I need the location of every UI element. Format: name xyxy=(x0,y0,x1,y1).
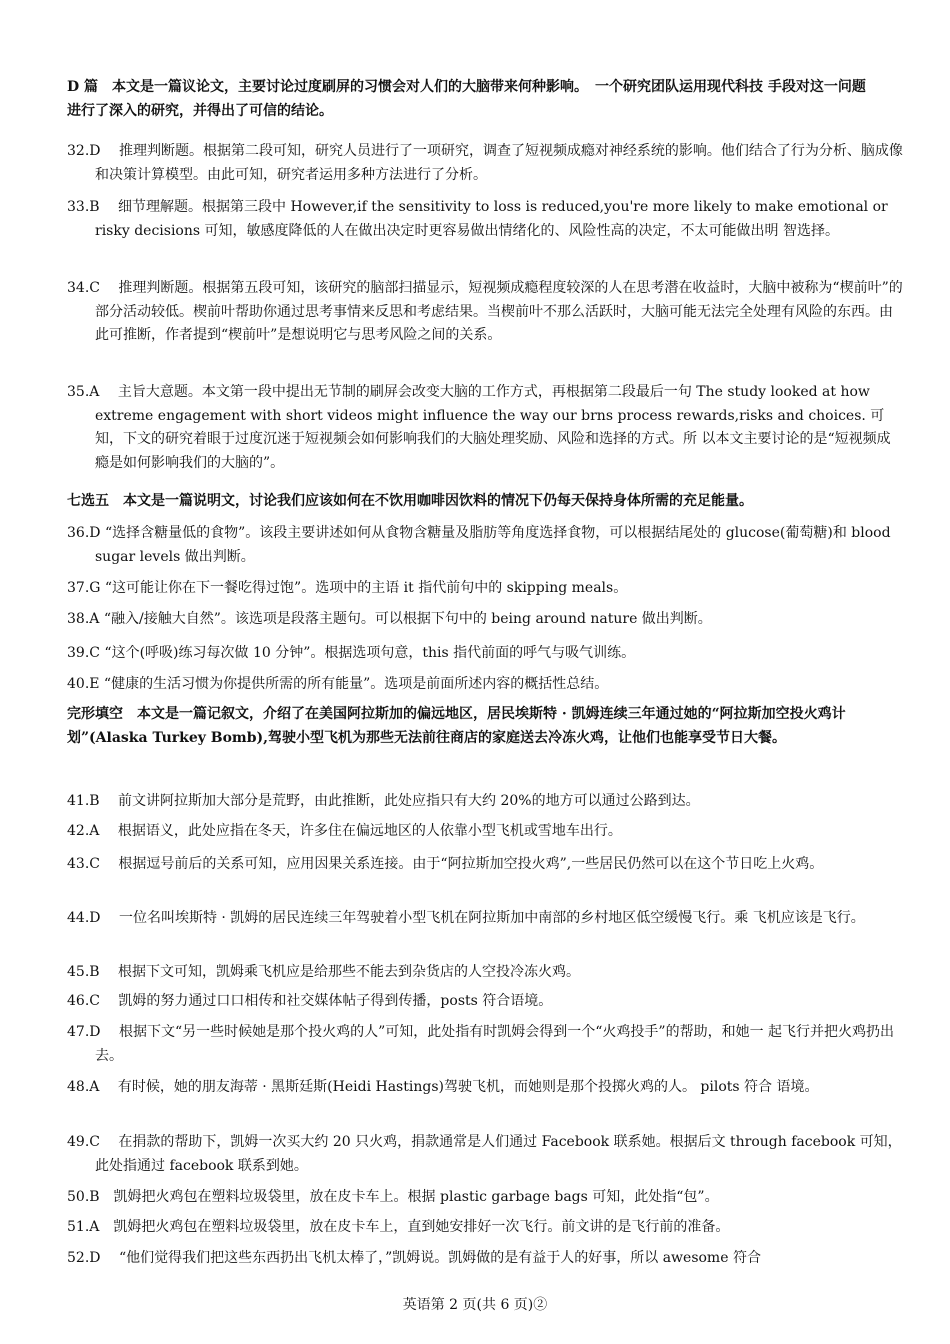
answer-43: 43.C 根据逗号前后的关系可知，应用因果关系连接。由于“阿拉斯加空投火鸡”,一些居民仍然可以在这个节日吃上火鸡。 xyxy=(67,856,824,872)
answer-51: 51.A 凯姆把火鸡包在塑料垃圾袋里，放在皮卡车上，直到她安排好一次飞行。前文讲的是飞行前的准备。 xyxy=(67,1219,730,1235)
answer-47: 47.D 根据下文“另一些时候她是那个投火鸡的人”可知，此处指有时凯姆会得到一个“火鸡投手”的帮助，和她一 起飞行并把火鸡扔出去。 xyxy=(67,1024,895,1064)
answer-39: 39.C “这个(呼吸)练习每次做 10 分钟”。根据选项句意，this 指代前面的呼气与吸气训练。 xyxy=(67,645,636,661)
answer-46: 46.C 凯姆的努力通过口口相传和社交媒体帖子得到传播，posts 符合语境。 xyxy=(67,993,553,1009)
cloze-intro: 完形填空 本文是一篇记叙文，介绍了在美国阿拉斯加的偏远地区，居民埃斯特 · 凯姆连续三年通过她的“阿拉斯加空投火鸡计划”(Alaska Turkey Bomb),驾驶小型飞机为那些无法前往商店的家庭送去冷冻火鸡，让他们也能享受节日大餐。 xyxy=(67,706,846,746)
passage-d-intro: D 篇 本文是一篇议论文，主要讨论过度刷屏的习惯会对人们的大脑带来何种影响。 一个研究团队运用现代科技 手段对这一问题进行了深入的研究，并得出了可信的结论。 xyxy=(67,79,866,119)
answer-35: 35.A 主旨大意题。本文第一段中提出无节制的刷屏会改变大脑的工作方式，再根据第二段最后一句 The study looked at how extreme engagement with short videos might influence the way our brns process rewards,risks and choices. 可知，下文的研究着眼于过度沉迷于短视频会如何影响我们的大脑处理奖励、风险和选择的方式。所 以本文主要讨论的是“短视频成瘾是如何影响我们的大脑的”。 xyxy=(67,384,891,471)
answer-36: 36.D “选择含糖量低的食物”。该段主要讲述如何从食物含糖量及脂肪等角度选择食物，可以根据结尾处的 glucose(葡萄糖)和 blood sugar levels 做出判断。 xyxy=(67,525,891,565)
answer-49: 49.C 在捐款的帮助下，凯姆一次买大约 20 只火鸡，捐款通常是人们通过 Facebook 联系她。根据后文 through facebook 可知，此处指通过 facebook 联系到她。 xyxy=(67,1134,902,1174)
answer-33: 33.B 细节理解题。根据第三段中 However,if the sensitivity to loss is reduced,you're more likely to make emotional or risky decisions 可知，敏感度降低的人在做出决定时更容易做出情绪化的、风险性高的决定，不太可能做出明 智选择。 xyxy=(67,199,888,239)
answer-34: 34.C 推理判断题。根据第五段可知，该研究的脑部扫描显示，短视频成瘾程度较深的人在思考潜在收益时，大脑中被称为“楔前叶”的部分活动较低。楔前叶帮助你通过思考事情来反思和考虑结果。当楔前叶不那么活跃时，大脑可能无法完全处理有风险的东西。由此可推断，作者提到“楔前叶”是想说明它与思考风险之间的关系。 xyxy=(67,280,903,343)
answer-32: 32.D 推理判断题。根据第二段可知，研究人员进行了一项研究，调查了短视频成瘾对神经系统的影响。他们结合了行为分析、脑成像和决策计算模型。由此可知，研究者运用多种方法进行了分析。 xyxy=(67,143,903,183)
answer-41: 41.B 前文讲阿拉斯加大部分是荒野，由此推断，此处应指只有大约 20%的地方可以通过公路到达。 xyxy=(67,793,700,809)
answer-40: 40.E “健康的生活习惯为你提供所需的所有能量”。选项是前面所述内容的概括性总结。 xyxy=(67,676,609,692)
answer-45: 45.B 根据下文可知，凯姆乘飞机应是给那些不能去到杂货店的人空投冷冻火鸡。 xyxy=(67,964,581,980)
page-footer: 英语第 2 页(共 6 页)② xyxy=(402,1297,548,1313)
answer-50: 50.B 凯姆把火鸡包在塑料垃圾袋里，放在皮卡车上。根据 plastic garbage bags 可知，此处指“包”。 xyxy=(67,1189,719,1205)
answer-42: 42.A 根据语义，此处应指在冬天，许多住在偏远地区的人依靠小型飞机或雪地车出行。 xyxy=(67,823,622,839)
answer-38: 38.A “融入/接触大自然”。该选项是段落主题句。可以根据下句中的 being around nature 做出判断。 xyxy=(67,611,712,627)
answer-44: 44.D 一位名叫埃斯特 · 凯姆的居民连续三年驾驶着小型飞机在阿拉斯加中南部的乡村地区低空缓慢飞行。乘 飞机应该是飞行。 xyxy=(67,910,865,926)
answer-52: 52.D “他们觉得我们把这些东西扔出飞机太棒了，”凯姆说。凯姆做的是有益于人的好事，所以 awesome 符合 xyxy=(67,1250,761,1266)
answer-48: 48.A 有时候，她的朋友海蒂 · 黑斯廷斯(Heidi Hastings)驾驶飞机，而她则是那个投掷火鸡的人。 pilots 符合 语境。 xyxy=(67,1079,819,1095)
answer-37: 37.G “这可能让你在下一餐吃得过饱”。选项中的主语 it 指代前句中的 skipping meals。 xyxy=(67,580,628,596)
seven-choose-five-intro: 七选五 本文是一篇说明文，讨论我们应该如何在不饮用咖啡因饮料的情况下仍每天保持身体所需的充足能量。 xyxy=(67,493,753,509)
